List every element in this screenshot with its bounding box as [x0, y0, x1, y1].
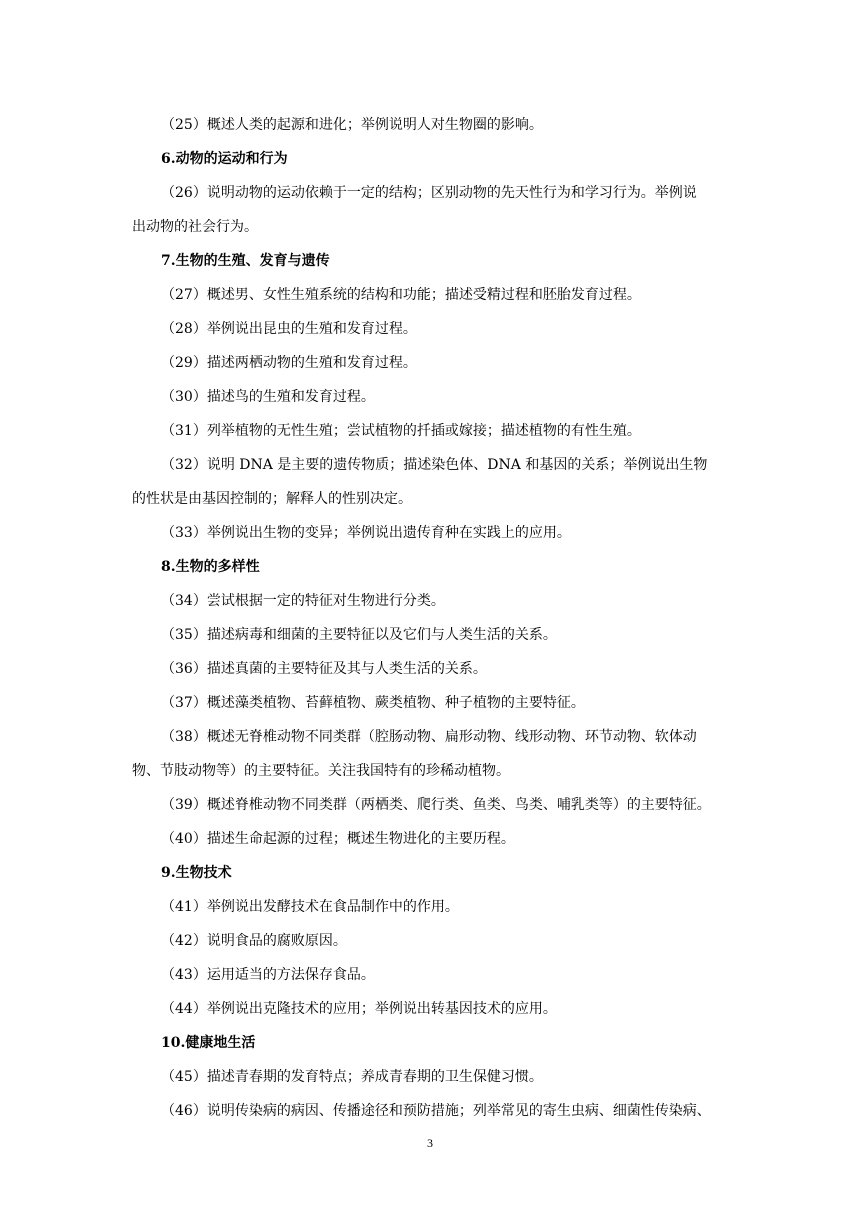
- text-line: （34）尝试根据一定的特征对生物进行分类。: [161, 593, 445, 609]
- text-line: （26）说明动物的运动依赖于一定的结构；区别动物的先天性行为和学习行为。举例说: [161, 185, 697, 201]
- text-line: （33）举例说出生物的变异；举例说出遗传育种在实践上的应用。: [161, 525, 571, 541]
- text-line: （43）运用适当的方法保存食品。: [161, 967, 375, 983]
- body-text: [132, 108, 742, 1128]
- section-heading: 10.健康地生活: [161, 1035, 256, 1051]
- text-line: （30）描述鸟的生殖和发育过程。: [161, 389, 375, 405]
- text-line: （38）概述无脊椎动物不同类群（腔肠动物、扁形动物、线形动物、环节动物、软体动: [161, 729, 697, 745]
- text-line: （45）描述青春期的发育特点；养成青春期的卫生保健习惯。: [161, 1069, 543, 1085]
- page-number: 3: [427, 1136, 433, 1150]
- text-line: （36）描述真菌的主要特征及其与人类生活的关系。: [161, 661, 487, 677]
- text-line: （39）概述脊椎动物不同类群（两栖类、爬行类、鱼类、鸟类、哺乳类等）的主要特征。: [161, 797, 711, 813]
- section-heading: 8.生物的多样性: [161, 559, 260, 575]
- section-heading: 9.生物技术: [161, 865, 232, 881]
- text-line: （42）说明食品的腐败原因。: [161, 933, 347, 949]
- text-line: （35）描述病毒和细菌的主要特征以及它们与人类生活的关系。: [161, 627, 557, 643]
- text-line: （37）概述藻类植物、苔藓植物、蕨类植物、种子植物的主要特征。: [161, 695, 585, 711]
- text-line: （32）说明 DNA 是主要的遗传物质；描述染色体、DNA 和基因的关系；举例说出生物: [161, 457, 708, 473]
- text-line: （25）概述人类的起源和进化；举例说明人对生物圈的影响。: [161, 117, 543, 133]
- text-line: 物、节肢动物等）的主要特征。关注我国特有的珍稀动植物。: [132, 763, 510, 779]
- text-line: 出动物的社会行为。: [132, 219, 258, 235]
- text-line: （46）说明传染病的病因、传播途径和预防措施；列举常见的寄生虫病、细菌性传染病、: [161, 1103, 711, 1119]
- text-line: （41）举例说出发酵技术在食品制作中的作用。: [161, 899, 459, 915]
- text-line: （27）概述男、女性生殖系统的结构和功能；描述受精过程和胚胎发育过程。: [161, 287, 641, 303]
- section-heading: 6.动物的运动和行为: [161, 151, 288, 167]
- text-line: （28）举例说出昆虫的生殖和发育过程。: [161, 321, 417, 337]
- text-line: 的性状是由基因控制的；解释人的性别决定。: [132, 491, 412, 507]
- text-line: （29）描述两栖动物的生殖和发育过程。: [161, 355, 417, 371]
- text-line: （40）描述生命起源的过程；概述生物进化的主要历程。: [161, 831, 515, 847]
- section-heading: 7.生物的生殖、发育与遗传: [161, 253, 330, 269]
- text-line: （31）列举植物的无性生殖；尝试植物的扦插或嫁接；描述植物的有性生殖。: [161, 423, 641, 439]
- text-line: （44）举例说出克隆技术的应用；举例说出转基因技术的应用。: [161, 1001, 557, 1017]
